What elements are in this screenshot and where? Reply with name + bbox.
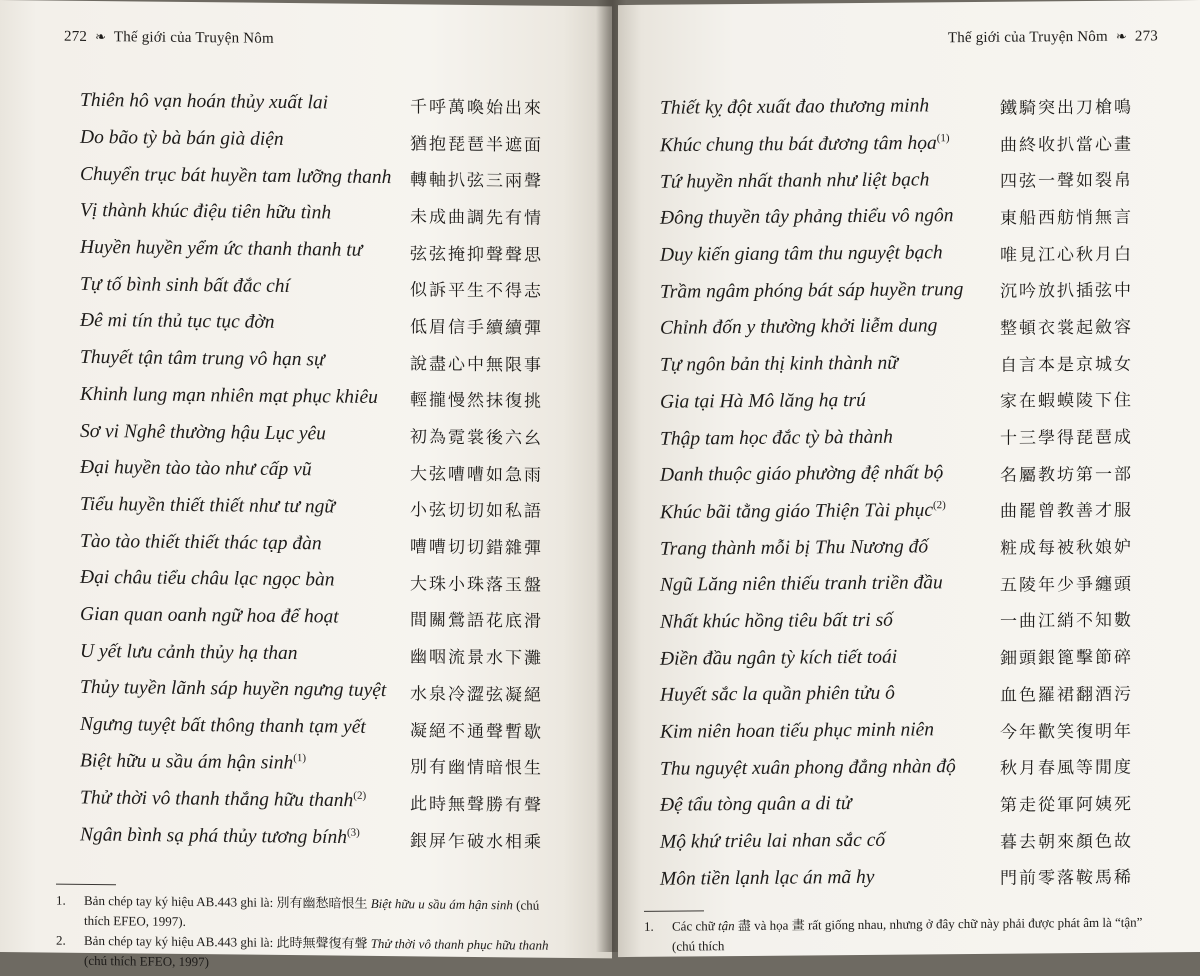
footnote-text-italic: Thử thời vô thanh phục hữu thanh bbox=[370, 935, 549, 953]
verse-line bbox=[80, 596, 560, 638]
verse-han-characters: 小弦切切如私語 bbox=[410, 500, 543, 523]
verse-vietnamese-text: Huyền huyền yểm ức thanh thanh tư bbox=[80, 236, 363, 261]
verse-vietnamese-text: U yết lưu cảnh thủy hạ than bbox=[80, 640, 298, 664]
verse-line bbox=[80, 376, 560, 418]
verse-han-characters: 暮去朝來顏色故 bbox=[1000, 831, 1133, 853]
verse-line bbox=[660, 306, 1160, 347]
verse-han-characters: 曲罷曾教善才服 bbox=[1000, 500, 1133, 523]
running-head-left bbox=[64, 29, 274, 48]
verse-han-characters: 名屬教坊第一部 bbox=[1000, 464, 1133, 486]
footnote-text-suffix: 盡 và họa 畫 rất giống nhau, nhưng ở đây chữ này phải được phát âm là “tận” bbox=[734, 914, 1143, 934]
verse-line bbox=[660, 600, 1160, 641]
verse-vietnamese-text: Sơ vi Nghê thường hậu Lục yêu bbox=[80, 420, 326, 444]
verse-vietnamese-text: Đại châu tiểu châu lạc ngọc bàn bbox=[80, 567, 335, 591]
verse-vietnamese bbox=[660, 867, 874, 891]
verse-vietnamese bbox=[80, 604, 339, 629]
verse-line bbox=[660, 160, 1160, 201]
verse-line bbox=[660, 783, 1160, 824]
verse-vietnamese-text: Chỉnh đốn y thường khởi liễm dung bbox=[660, 315, 938, 340]
verse-han-characters: 輕攏慢然抹復挑 bbox=[410, 390, 543, 413]
verse-vietnamese bbox=[80, 310, 275, 334]
footnote-text-prefix: thích EFEO, 1997). bbox=[84, 912, 186, 929]
verse-han-characters: 水泉冷澀弦凝絕 bbox=[410, 684, 543, 706]
verse-vietnamese-text: Thập tam học đắc tỳ bà thành bbox=[660, 426, 893, 450]
verse-line bbox=[80, 707, 560, 749]
verse-vietnamese bbox=[80, 274, 290, 298]
verse-han-characters: 五陵年少爭纏頭 bbox=[1000, 574, 1133, 596]
footnote-text-prefix: Bản chép tay ký hiệu AB.443 ghi là: 別有幽愁暗恨生 bbox=[84, 892, 371, 911]
verse-han-characters: 門前零落鞍馬稀 bbox=[1000, 867, 1133, 890]
verse-vietnamese-text: Trang thành mỗi bị Thu Nương đố bbox=[660, 535, 929, 560]
verse-vietnamese-text: Tiểu huyền thiết thiết như tư ngữ bbox=[80, 493, 336, 518]
verse-han-characters: 粧成每被秋娘妒 bbox=[1000, 537, 1133, 559]
page-number-left: 272 bbox=[64, 28, 88, 45]
verse-vietnamese bbox=[80, 714, 366, 739]
verse-vietnamese bbox=[660, 646, 897, 670]
verse-vietnamese-text: Thuyết tận tâm trung vô hạn sự bbox=[80, 346, 325, 371]
verse-vietnamese-text: Thiên hô vạn hoán thủy xuất lai bbox=[80, 90, 329, 114]
verse-line bbox=[80, 523, 560, 565]
footnote-text-prefix: Bản chép tay ký hiệu AB.443 ghi là: 此時無聲復有聲 bbox=[84, 932, 371, 951]
running-title-right: Thế giới của Truyện Nôm bbox=[947, 28, 1108, 47]
verse-vietnamese-text: Tứ huyền nhất thanh như liệt bạch bbox=[660, 169, 930, 193]
verse-vietnamese bbox=[660, 390, 866, 414]
verse-han-characters: 沉吟放扒插弦中 bbox=[1000, 280, 1133, 303]
verse-vietnamese-text: Đại huyền tào tào như cấp vũ bbox=[80, 457, 312, 481]
verse-vietnamese-text: Đê mi tín thủ tục tục đờn bbox=[80, 310, 275, 334]
verse-han-characters: 血色羅裙翻酒污 bbox=[1000, 684, 1133, 706]
verse-line bbox=[80, 156, 560, 198]
verse-han-characters: 初為霓裳後六幺 bbox=[410, 427, 543, 449]
verse-han-characters: 轉軸扒弦三兩聲 bbox=[410, 170, 543, 192]
footnote-text-prefix: Các chữ bbox=[672, 918, 719, 934]
verse-vietnamese-text: Kim niên hoan tiếu phục minh niên bbox=[660, 719, 935, 743]
verse-han-characters: 低眉信手續續彈 bbox=[410, 317, 543, 339]
leaf-ornament-icon: ❧ bbox=[1115, 28, 1127, 44]
verse-vietnamese-text: Ngũ Lăng niên thiếu tranh triền đầu bbox=[660, 572, 943, 596]
verse-vietnamese bbox=[80, 164, 391, 189]
footnote-number bbox=[644, 937, 672, 957]
verse-han-characters: 幽咽流景水下灘 bbox=[410, 647, 543, 669]
verse-vietnamese bbox=[660, 242, 943, 266]
verse-line bbox=[80, 633, 560, 675]
verse-line bbox=[660, 527, 1160, 568]
verse-vietnamese bbox=[80, 530, 322, 555]
verse-vietnamese-text: Tào tào thiết thiết thác tạp đàn bbox=[80, 530, 322, 554]
verse-line bbox=[660, 123, 1160, 164]
verse-vietnamese bbox=[80, 347, 325, 372]
verse-han-characters: 別有幽情暗恨生 bbox=[410, 757, 543, 779]
verse-han-characters: 自言本是京城女 bbox=[1000, 354, 1133, 376]
verse-line bbox=[660, 747, 1160, 788]
verse-vietnamese bbox=[660, 610, 893, 634]
verse-han-characters: 曲終收扒當心畫 bbox=[1000, 134, 1133, 156]
verse-vietnamese bbox=[660, 756, 956, 781]
verse-vietnamese-text: Điền đầu ngân tỳ kích tiết toái bbox=[660, 646, 898, 670]
verse-han-characters: 此時無聲勝有聲 bbox=[410, 794, 543, 816]
footnote-text-italic: Biệt hữu u sầu ám hận sinh bbox=[370, 895, 513, 913]
footnote-marker: (2) bbox=[933, 498, 946, 511]
verse-vietnamese bbox=[80, 750, 306, 775]
footnote-rule-right bbox=[644, 910, 704, 912]
verse-vietnamese-text: Thu nguyệt xuân phong đẳng nhàn độ bbox=[660, 755, 956, 780]
verse-vietnamese-text: Thủy tuyền lãnh sáp huyền ngưng tuyệt bbox=[80, 677, 387, 702]
verse-vietnamese-text: Đông thuyền tây phảng thiểu vô ngôn bbox=[660, 205, 954, 230]
footnote-number: 1. bbox=[644, 918, 654, 934]
verse-line bbox=[660, 820, 1160, 861]
verse-han-characters: 鈿頭銀篦擊節碎 bbox=[1000, 647, 1133, 669]
verse-line bbox=[660, 417, 1160, 458]
verse-line bbox=[660, 196, 1160, 237]
footnote-number: 2. bbox=[56, 932, 66, 948]
verse-list-right bbox=[660, 86, 1160, 897]
verse-line bbox=[80, 486, 560, 528]
footnote-text bbox=[672, 936, 724, 956]
verse-han-characters: 秋月春風等閒度 bbox=[1000, 757, 1133, 779]
verse-vietnamese bbox=[80, 237, 362, 262]
verse-vietnamese-text: Khúc chung thu bát đương tâm họa bbox=[660, 132, 937, 156]
verse-line bbox=[80, 670, 560, 712]
verse-vietnamese bbox=[660, 830, 885, 854]
verse-vietnamese bbox=[80, 420, 326, 445]
verse-vietnamese-text: Nhất khúc hồng tiêu bất tri số bbox=[660, 609, 893, 633]
verse-line bbox=[660, 343, 1160, 384]
verse-vietnamese bbox=[660, 462, 943, 486]
verse-vietnamese-text: Thiết kỵ đột xuất đao thương minh bbox=[660, 95, 930, 120]
footnote-text bbox=[84, 951, 209, 972]
verse-vietnamese-text: Tự tố bình sinh bất đắc chí bbox=[80, 273, 290, 297]
verse-line bbox=[660, 637, 1160, 678]
footnote-text-prefix: (chú thích EFEO, 1997) bbox=[84, 952, 209, 970]
verse-line bbox=[660, 453, 1160, 494]
verse-han-characters: 大弦嘈嘈如急雨 bbox=[410, 464, 543, 486]
verse-line bbox=[80, 780, 560, 822]
verse-line bbox=[80, 83, 560, 125]
verse-vietnamese bbox=[80, 457, 312, 481]
footnote-text-prefix: (chú thích bbox=[672, 938, 725, 954]
page-number-right: 273 bbox=[1134, 28, 1158, 45]
verse-vietnamese bbox=[660, 573, 943, 597]
footnote-rule-left bbox=[56, 884, 116, 886]
verse-line bbox=[80, 230, 560, 272]
verse-han-characters: 弦弦掩抑聲聲思 bbox=[410, 243, 543, 266]
verse-vietnamese bbox=[660, 206, 954, 231]
verse-vietnamese-text: Huyết sắc la quần phiên tửu ô bbox=[660, 683, 895, 707]
verse-line bbox=[80, 120, 560, 162]
verse-line bbox=[660, 233, 1160, 274]
verse-han-characters: 今年歡笑復明年 bbox=[1000, 721, 1133, 743]
verse-vietnamese bbox=[80, 787, 366, 812]
running-title-left: Thế giới của Truyện Nôm bbox=[113, 29, 274, 47]
verse-vietnamese-text: Mộ khứ triêu lai nhan sắc cố bbox=[660, 829, 886, 853]
verse-list-left bbox=[80, 83, 560, 858]
verse-line bbox=[660, 857, 1160, 898]
verse-han-characters: 大珠小珠落玉盤 bbox=[410, 574, 543, 596]
verse-vietnamese-text: Chuyển trục bát huyền tam lưỡng thanh bbox=[80, 163, 392, 188]
verse-vietnamese-text: Danh thuộc giáo phường đệ nhất bộ bbox=[660, 462, 944, 486]
verse-vietnamese bbox=[80, 127, 284, 151]
verse-vietnamese bbox=[660, 499, 946, 524]
verse-line bbox=[660, 673, 1160, 714]
verse-line bbox=[660, 710, 1160, 751]
verse-vietnamese-text: Trầm ngâm phóng bát sáp huyền trung bbox=[660, 278, 964, 303]
verse-vietnamese bbox=[660, 683, 895, 707]
verse-vietnamese bbox=[660, 536, 928, 560]
footnote-marker: (2) bbox=[353, 789, 367, 802]
verse-vietnamese-text: Khúc bãi tằng giáo Thiện Tài phục bbox=[660, 499, 933, 523]
footnote-marker: (1) bbox=[936, 131, 950, 145]
verse-han-characters: 猶抱琵琶半遮面 bbox=[410, 133, 543, 156]
verse-han-characters: 似訴平生不得志 bbox=[410, 280, 543, 302]
footnotes-left bbox=[56, 891, 596, 976]
verse-han-characters: 第走從軍阿姨死 bbox=[1000, 794, 1133, 816]
verse-vietnamese bbox=[660, 132, 950, 157]
verse-vietnamese bbox=[660, 426, 893, 450]
verse-vietnamese bbox=[80, 640, 298, 664]
verse-han-characters: 嘈嘈切切錯雜彈 bbox=[410, 537, 543, 559]
verse-vietnamese-text: Gia tại Hà Mô lăng hạ trú bbox=[660, 389, 866, 413]
verse-line bbox=[660, 270, 1160, 311]
verse-han-characters: 間關鶯語花底滑 bbox=[410, 610, 543, 633]
verse-vietnamese-text: Đệ tẩu tòng quân a di tử bbox=[660, 793, 852, 817]
footnote-number: 1. bbox=[56, 892, 66, 908]
verse-vietnamese bbox=[80, 494, 335, 519]
verse-han-characters: 千呼萬喚始出來 bbox=[410, 97, 543, 119]
verse-vietnamese-text: Thử thời vô thanh thắng hữu thanh bbox=[80, 787, 354, 812]
verse-han-characters: 東船西舫悄無言 bbox=[1000, 207, 1133, 229]
verse-han-characters: 未成曲調先有情 bbox=[410, 207, 543, 229]
verse-vietnamese bbox=[660, 316, 937, 340]
verse-han-characters: 唯見江心秋月白 bbox=[1000, 244, 1133, 266]
verse-vietnamese-text: Do bão tỳ bà bán già diện bbox=[80, 126, 284, 151]
verse-vietnamese-text: Ngân bình sạ phá thủy tương bính bbox=[80, 824, 347, 848]
verse-han-characters: 鐵騎突出刀槍鳴 bbox=[1000, 97, 1133, 119]
verse-vietnamese-text: Môn tiền lạnh lạc án mã hy bbox=[660, 866, 875, 890]
running-head-right bbox=[948, 28, 1158, 47]
footnote-text-italic: tận bbox=[718, 918, 735, 934]
footnotes-right bbox=[644, 912, 1184, 957]
verse-vietnamese bbox=[80, 200, 331, 225]
verse-vietnamese-text: Duy kiến giang tâm thu nguyệt bạch bbox=[660, 242, 943, 266]
verse-vietnamese bbox=[80, 824, 360, 849]
footnote-number bbox=[56, 911, 84, 931]
verse-han-characters: 說盡心中無限事 bbox=[410, 353, 543, 376]
verse-line bbox=[80, 193, 560, 235]
verse-vietnamese-text: Tự ngôn bản thị kinh thành nữ bbox=[660, 352, 898, 376]
verse-han-characters: 整頓衣裳起斂容 bbox=[1000, 317, 1133, 339]
footnote-marker: (1) bbox=[293, 752, 307, 765]
right-page bbox=[618, 0, 1200, 957]
footnote-text bbox=[672, 913, 1142, 937]
footnote-text bbox=[84, 911, 186, 932]
verse-line bbox=[660, 563, 1160, 604]
verse-line bbox=[80, 413, 560, 455]
footnote-marker: (3) bbox=[346, 826, 360, 839]
verse-vietnamese-text: Vị thành khúc điệu tiên hữu tình bbox=[80, 200, 332, 224]
verse-han-characters: 十三學得琵琶成 bbox=[1000, 427, 1133, 449]
verse-vietnamese-text: Khinh lung mạn nhiên mạt phục khiêu bbox=[80, 383, 378, 408]
verse-vietnamese bbox=[660, 353, 898, 377]
verse-vietnamese bbox=[660, 279, 963, 304]
verse-han-characters: 一曲江綃不知數 bbox=[1000, 611, 1133, 633]
verse-line bbox=[80, 303, 560, 345]
verse-han-characters: 銀屏乍破水相乘 bbox=[410, 830, 543, 853]
verse-line bbox=[660, 380, 1160, 421]
verse-han-characters: 家在蝦蟆陵下住 bbox=[1000, 390, 1133, 413]
verse-vietnamese bbox=[660, 793, 852, 817]
verse-vietnamese bbox=[80, 90, 328, 115]
verse-vietnamese-text: Gian quan oanh ngữ hoa để hoạt bbox=[80, 603, 339, 628]
verse-line bbox=[660, 490, 1160, 531]
verse-vietnamese bbox=[80, 384, 378, 409]
leaf-ornament-icon: ❧ bbox=[95, 28, 107, 45]
footnote-text-suffix: (chú bbox=[512, 897, 540, 913]
verse-line bbox=[80, 266, 560, 308]
verse-line bbox=[80, 817, 560, 859]
verse-vietnamese-text: Biệt hữu u sầu ám hận sinh bbox=[80, 750, 294, 775]
verse-line bbox=[660, 86, 1160, 127]
verse-line bbox=[80, 743, 560, 785]
verse-vietnamese bbox=[80, 677, 386, 702]
verse-han-characters: 凝絕不通聲暫歇 bbox=[410, 720, 543, 743]
verse-vietnamese bbox=[80, 567, 335, 592]
verse-vietnamese bbox=[660, 169, 929, 193]
verse-vietnamese bbox=[660, 719, 934, 743]
verse-vietnamese-text: Ngưng tuyệt bất thông thanh tạm yết bbox=[80, 713, 366, 738]
verse-line bbox=[80, 340, 560, 382]
verse-line bbox=[80, 560, 560, 602]
verse-vietnamese bbox=[660, 96, 929, 120]
verse-han-characters: 四弦一聲如裂帛 bbox=[1000, 170, 1133, 192]
footnote-number bbox=[56, 951, 84, 971]
verse-line bbox=[80, 450, 560, 492]
